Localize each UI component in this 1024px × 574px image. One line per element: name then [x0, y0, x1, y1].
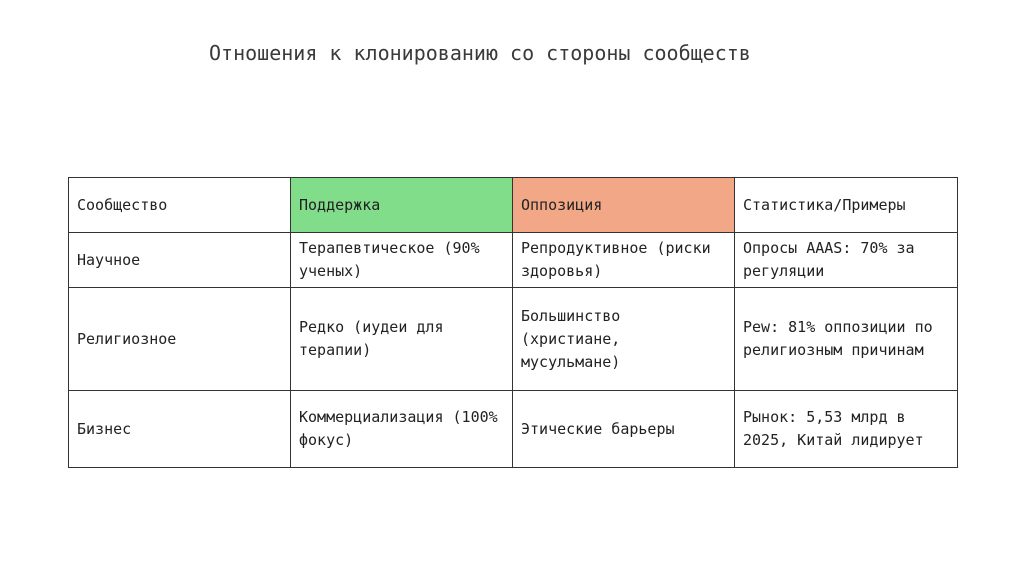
slide-title: Отношения к клонированию со стороны сообществ [209, 41, 751, 65]
header-statistics: Статистика/Примеры [735, 178, 958, 233]
table-row [69, 233, 958, 288]
header-opposition: Оппозиция [513, 178, 735, 233]
table-header-row [69, 178, 958, 233]
cell-support: Терапевтическое (90% ученых) [291, 233, 513, 288]
community-attitudes-table [68, 177, 958, 468]
cell-statistics: Опросы AAAS: 70% за регуляции [735, 233, 958, 288]
cell-opposition: Большинство (христиане, мусульмане) [513, 288, 735, 391]
table-row [69, 288, 958, 391]
cell-statistics: Pew: 81% оппозиции по религиозным причинам [735, 288, 958, 391]
cell-opposition: Репродуктивное (риски здоровья) [513, 233, 735, 288]
header-support: Поддержка [291, 178, 513, 233]
cell-community: Бизнес [69, 391, 291, 468]
cell-support: Коммерциализация (100% фокус) [291, 391, 513, 468]
cell-opposition: Этические барьеры [513, 391, 735, 468]
cell-community: Научное [69, 233, 291, 288]
cell-support: Редко (иудеи для терапии) [291, 288, 513, 391]
cell-community: Религиозное [69, 288, 291, 391]
header-community: Сообщество [69, 178, 291, 233]
table-row [69, 391, 958, 468]
cell-statistics: Рынок: 5,53 млрд в 2025, Китай лидирует [735, 391, 958, 468]
